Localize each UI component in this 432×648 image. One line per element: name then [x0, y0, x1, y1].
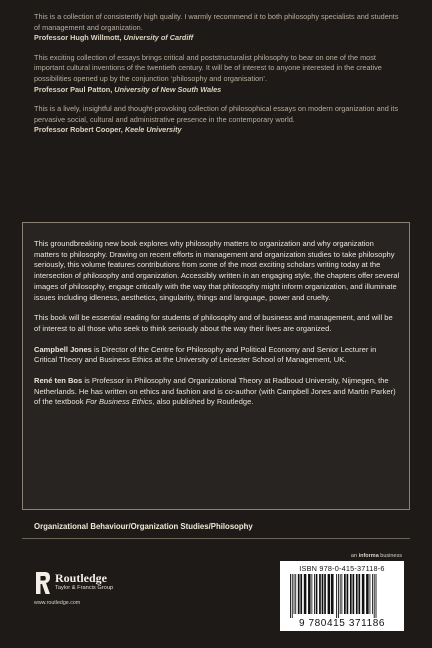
barcode-bar: [372, 574, 373, 614]
barcode-bar: [308, 574, 311, 614]
barcode-bar: [300, 574, 302, 614]
publisher-group: Taylor & Francis Group: [55, 585, 114, 591]
barcode-bar: [294, 574, 295, 614]
description-text: [34, 239, 400, 418]
barcode-bar: [338, 574, 339, 618]
endorsement-attribution: [34, 33, 404, 44]
barcode-bar: [353, 574, 355, 614]
barcode-bar: [322, 574, 324, 614]
barcode-bar: [350, 574, 352, 614]
author-bio-1: [34, 345, 400, 366]
book-title: For Business Ethics: [85, 397, 153, 407]
endorser-affiliation: Keele University: [124, 125, 182, 135]
endorser-name: Professor Robert Cooper,: [34, 125, 123, 135]
barcode-bar: [336, 574, 337, 618]
barcode-number: 9 780415 371186: [298, 618, 386, 629]
author-bio-2: [34, 376, 400, 408]
barcode-bar: [290, 574, 291, 618]
endorsement-attribution: [34, 85, 404, 96]
isbn-barcode: [280, 561, 404, 631]
barcode-bar: [292, 574, 293, 618]
barcode-bar: [374, 574, 375, 618]
endorser-affiliation: University of New South Wales: [114, 84, 222, 94]
barcode-bar: [376, 574, 377, 618]
author-bio-tail: , also published by Routledge.: [152, 397, 254, 407]
informa-prefix: an: [350, 553, 359, 559]
barcode-bar: [344, 574, 346, 614]
endorser-name: Professor Paul Patton,: [34, 84, 113, 94]
barcode-bar: [298, 574, 300, 614]
barcode-bar: [370, 574, 371, 614]
barcode-bar: [358, 574, 360, 614]
description-panel: [22, 222, 410, 510]
informa-tagline: [351, 553, 402, 559]
barcode-bar: [316, 574, 318, 614]
barcode-bar: [328, 574, 331, 614]
barcode-bar: [356, 574, 358, 614]
description-paragraph-1: This groundbreaking new book explores why philosophy matters to organization and why organization matters to philosophy. Drawing on recent efforts in management and organization studies to take philosophy seriously, this volume features contributions from some of the most exciting scholars writing today at the intersection of philosophy and organization. Accessibly written in an engaging style, the chapters offer several images of philosophy, engage critically with the way that philosophy might inform organization, and illuminate issues including idleness, aesthetics, singularity, things and language, power and cruelty.: [34, 239, 400, 302]
barcode-bar: [340, 574, 341, 614]
barcode-bar: [304, 574, 307, 614]
author-bio-text: is Professor in Philosophy and Organizational Theory at Radboud University, Nijmegen, the Netherlands. He has written on ethics and fashion and is co-author (with Campbell Jones and Martin Parker) of the textbook: [34, 376, 396, 407]
isbn-label: ISBN 978-0-415-37118-6: [299, 564, 385, 573]
informa-suffix: business: [378, 553, 402, 559]
endorser-affiliation: University of Cardiff: [123, 33, 194, 43]
barcode-bar: [341, 574, 342, 614]
endorsement-text: This is a lively, insightful and thought-provoking collection of philosophical essays on modern organization and its pervasive social, cultural and administrative presence in the contemporary world.: [34, 104, 399, 124]
endorsement-3: [34, 104, 404, 136]
barcode-bar: [362, 574, 365, 614]
barcode-bar: [331, 574, 334, 614]
endorsement-1: [34, 12, 404, 44]
endorsement-text: This is a collection of consistently high quality. I warmly recommend it to both philosophy specialists and students of management and organization.: [34, 12, 399, 32]
endorser-name: Professor Hugh Willmott,: [34, 33, 122, 43]
barcode-bar: [319, 574, 321, 614]
publisher-name: Routledge: [55, 571, 107, 585]
subject-category: Organizational Behaviour/Organization Studies/Philosophy: [34, 522, 253, 531]
endorsement-attribution: [34, 125, 404, 136]
author-bio-text: is Director of the Centre for Philosophy and Political Economy and Senior Lecturer in Critical Theory and Business Ethics at the University of Leicester School of Management, UK.: [34, 344, 377, 365]
endorsements: [34, 12, 404, 145]
barcode-bar: [366, 574, 369, 614]
author-name: Campbell Jones: [34, 344, 92, 354]
barcode-bars: [289, 574, 395, 618]
publisher-url: www.routledge.com: [34, 600, 81, 606]
publisher-logo: [34, 570, 194, 620]
description-paragraph-2: This book will be essential reading for students of philosophy and of business and management, and will be of interest to all those who seek to think seriously about the way their lives are organized.: [34, 313, 393, 333]
informa-brand: informa: [358, 553, 379, 559]
barcode-bar: [314, 574, 315, 614]
endorsement-2: [34, 53, 404, 95]
routledge-logo-icon: [34, 570, 52, 596]
barcode-bar: [311, 574, 312, 614]
divider: [22, 538, 410, 539]
endorsement-text: This exciting collection of essays brings critical and poststructuralist philosophy to bear on one of the most important cultural inventions of the twentieth century. It will be of interest to anyone interested in the creative possibilities opened up by the conjunction ‘philosophy and organisation’.: [34, 52, 382, 83]
barcode-bar: [324, 574, 326, 614]
barcode-bar: [295, 574, 296, 614]
author-name: René ten Bos: [34, 376, 83, 386]
barcode-bar: [347, 574, 349, 614]
